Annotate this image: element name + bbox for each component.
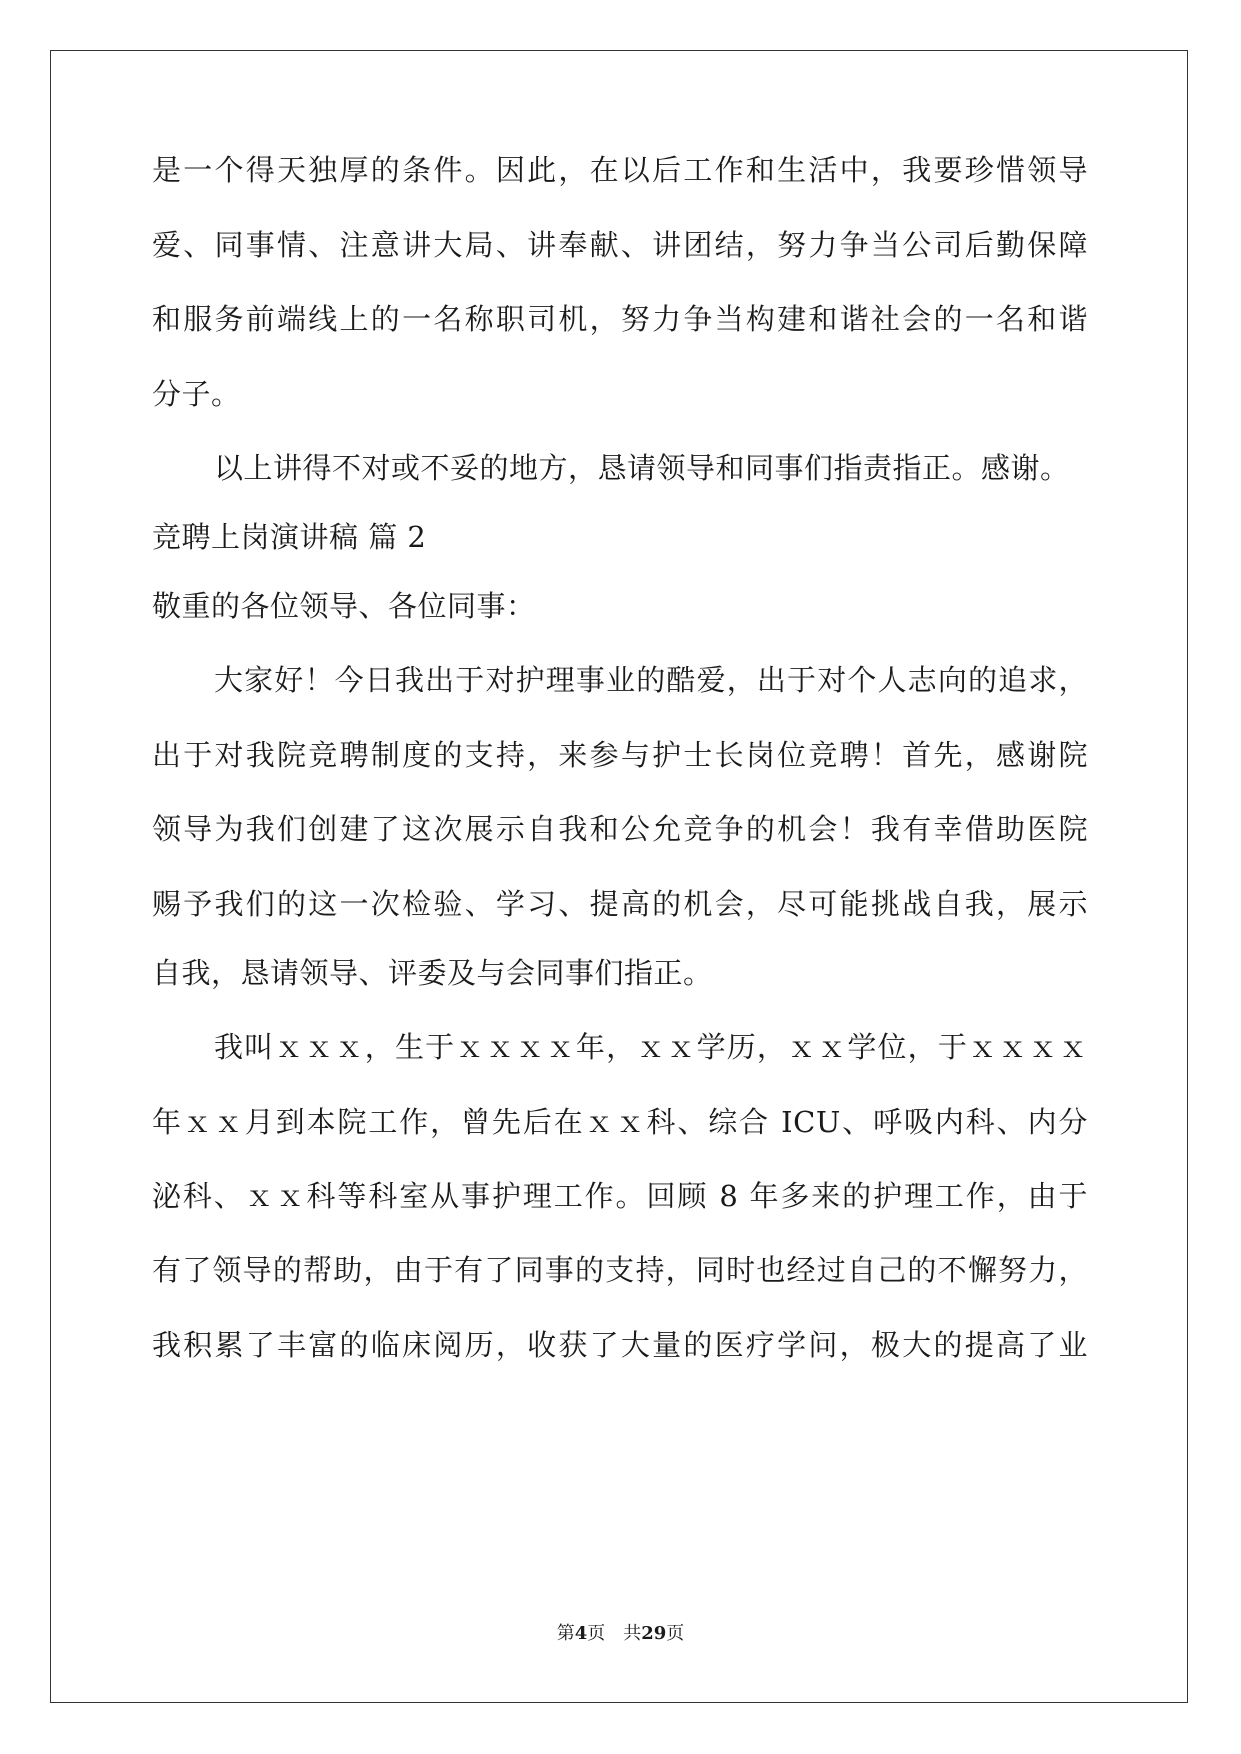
current-page-number: 4 <box>574 1623 588 1644</box>
text-line: 和服务前端线上的一名称职司机，努力争当构建和谐社会的一名和谐 <box>152 302 1088 336</box>
text-line: 出于对我院竞聘制度的支持，来参与护士长岗位竞聘！首先，感谢院 <box>152 738 1088 772</box>
text-line: 领导为我们创建了这次展示自我和公允竞争的机会！我有幸借助医院 <box>152 812 1088 846</box>
text-line: 我叫ｘｘｘ，生于ｘｘｘｘ年，ｘｘ学历，ｘｘ学位，于ｘｘｘｘ <box>214 1030 1088 1064</box>
text-line: 大家好！今日我出于对护理事业的酷爱，出于对个人志向的追求， <box>214 663 1088 697</box>
footer-total-prefix: 共 <box>623 1623 642 1644</box>
text-line: 以上讲得不对或不妥的地方，恳请领导和同事们指责指正。感谢。 <box>214 451 1070 485</box>
salutation: 敬重的各位领导、各位同事： <box>152 589 536 623</box>
text-line: 自我，恳请领导、评委及与会同事们指正。 <box>152 956 713 990</box>
footer-prefix: 第 <box>556 1623 575 1644</box>
text-line: 我积累了丰富的临床阅历，收获了大量的医疗学问，极大的提高了业 <box>152 1328 1088 1362</box>
section-heading: 竞聘上岗演讲稿 篇 2 <box>152 520 427 554</box>
text-line: 是一个得天独厚的条件。因此，在以后工作和生活中，我要珍惜领导 <box>152 153 1088 187</box>
text-line: 分子。 <box>152 377 241 411</box>
text-line: 爱、同事情、注意讲大局、讲奉献、讲团结，努力争当公司后勤保障 <box>152 228 1088 262</box>
text-line: 泌科、ｘｘ科等科室从事护理工作。回顾 8 年多来的护理工作，由于 <box>152 1179 1088 1213</box>
total-pages-number: 29 <box>641 1623 667 1644</box>
page-footer <box>0 1622 1241 1646</box>
footer-page-suffix: 页 <box>587 1623 606 1644</box>
text-line: 有了领导的帮助，由于有了同事的支持，同时也经过自己的不懈努力， <box>152 1253 1088 1287</box>
text-line: 赐予我们的这一次检验、学习、提高的机会，尽可能挑战自我，展示 <box>152 887 1088 921</box>
page-border <box>50 50 1188 1703</box>
text-line: 年ｘｘ月到本院工作，曾先后在ｘｘ科、综合 ICU、呼吸内科、内分 <box>152 1105 1088 1139</box>
footer-total-suffix: 页 <box>666 1623 685 1644</box>
